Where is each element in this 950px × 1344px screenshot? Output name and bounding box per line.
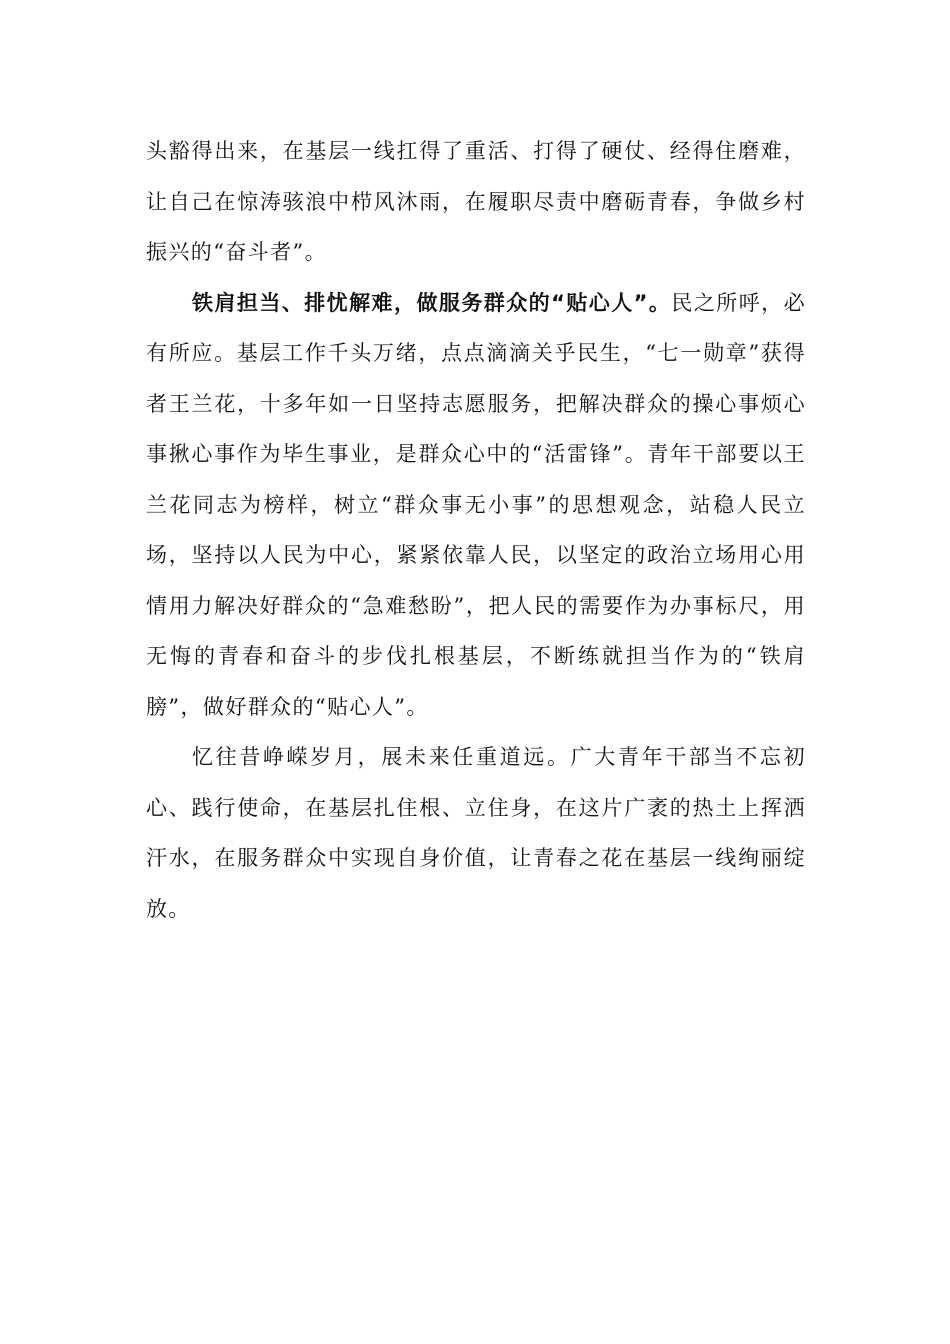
- paragraph-continuation: [146, 126, 806, 278]
- document-body: [146, 126, 806, 934]
- paragraph-lead-heading: 铁肩担当、排忧解难，做服务群众的“贴心人”。: [192, 290, 672, 315]
- paragraph-text: 民之所呼，必有所应。基层工作千头万绪，点点滴滴关乎民生，“七一勋章”获得者王兰花，十多年如一日坚持志愿服务，把解决群众的操心事烦心事揪心事作为毕生事业，是群众心中的“活雷锋”。青年干部要以王兰花同志为榜样，树立“群众事无小事”的思想观念，站稳人民立场，坚持以人民为中心，紧紧依靠人民，以坚定的政治立场用心用情用力解决好群众的“急难愁盼”，把人民的需要作为办事标尺，用无悔的青春和奋斗的步伐扎根基层，不断练就担当作为的“铁肩膀”，做好群众的“贴心人”。: [146, 290, 806, 719]
- paragraph-tiejian: [146, 278, 806, 733]
- paragraph-conclusion: [146, 732, 806, 934]
- paragraph-text: 头豁得出来，在基层一线扛得了重活、打得了硬仗、经得住磨难，让自己在惊涛骇浪中栉风沐雨，在履职尽责中磨砺青春，争做乡村振兴的“奋斗者”。: [146, 139, 806, 264]
- paragraph-text: 忆往昔峥嵘岁月，展未来任重道远。广大青年干部当不忘初心、践行使命，在基层扎住根、立住身，在这片广袤的热土上挥洒汗水，在服务群众中实现自身价值，让青春之花在基层一线绚丽绽放。: [146, 745, 806, 921]
